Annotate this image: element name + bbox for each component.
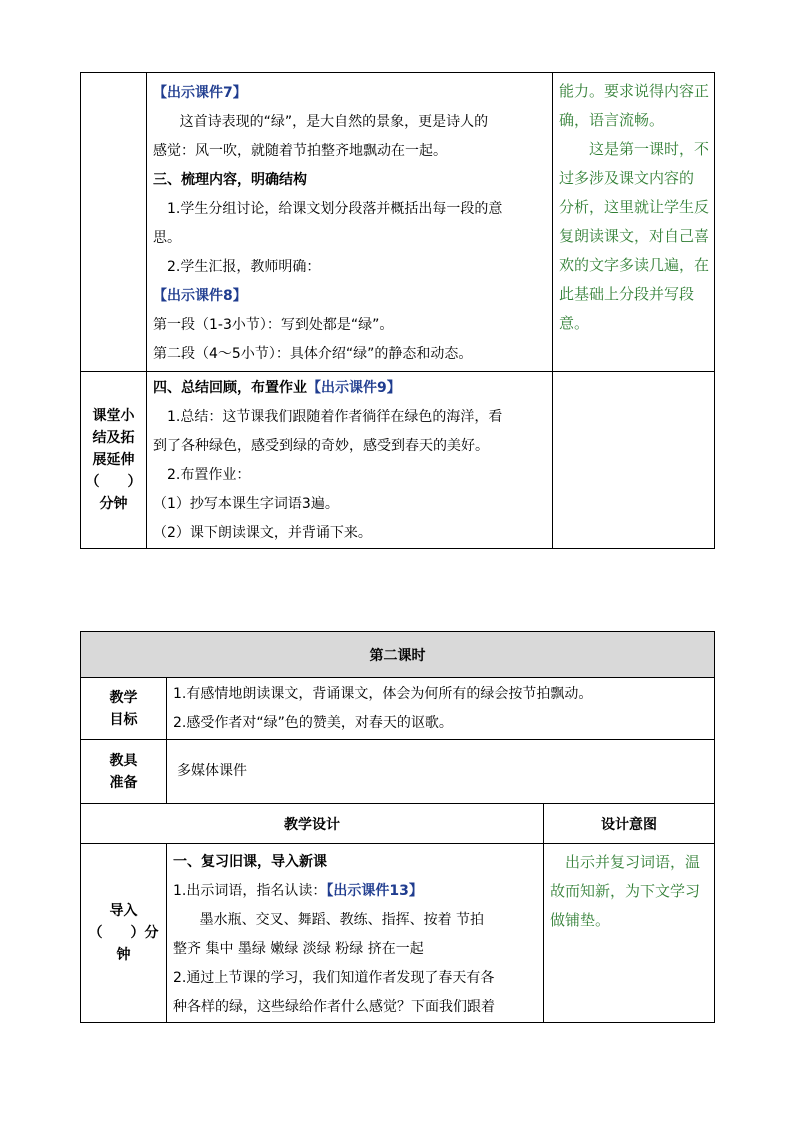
section-heading: 三、梳理内容，明确结构 xyxy=(153,172,307,188)
intro-row xyxy=(81,844,715,1023)
intent-line: 过多涉及课文内容的 xyxy=(559,169,695,187)
intent-line: 欢的文字多读几遍，在 xyxy=(559,256,710,274)
goals-content-cell xyxy=(167,678,715,740)
courseware-tag: 【出示课件13】 xyxy=(326,883,423,899)
label-line: 导入 xyxy=(109,903,138,919)
label-line: 分钟 xyxy=(99,496,128,512)
table1-row-summary xyxy=(81,372,715,549)
section-heading: 四、总结回顾，布置作业 xyxy=(153,380,307,396)
table1-row1-content-cell xyxy=(147,73,553,372)
second-lesson-title: 第二课时 xyxy=(81,632,715,678)
label-line: 准备 xyxy=(109,774,138,791)
label-line: 教学 xyxy=(109,689,138,706)
goal-line: 2.感受作者对“绿”色的赞美，对春天的讴歌。 xyxy=(173,715,453,731)
second-lesson-title-row xyxy=(81,632,715,678)
content-line: 这首诗表现的“绿”，是大自然的景象，更是诗人的 xyxy=(179,114,489,130)
vocab-line: 整齐 集中 墨绿 嫩绿 淡绿 粉绿 挤在一起 xyxy=(173,941,424,957)
design-header: 教学设计 xyxy=(81,804,544,844)
second-lesson-table xyxy=(80,631,715,1023)
intent-line: 这是第一课时，不 xyxy=(559,140,710,158)
label-line: 结及拓 xyxy=(92,430,135,446)
table1-row1-label-cell xyxy=(81,73,147,372)
intro-label-cell xyxy=(81,844,167,1023)
section-heading-line xyxy=(153,374,548,403)
label-line: 目标 xyxy=(109,711,138,728)
content-line: （1）抄写本课生字词语3遍。 xyxy=(153,496,339,512)
intent-line: 此基础上分段并写段 xyxy=(559,285,695,303)
label-line: 展延伸 xyxy=(92,452,135,468)
intent-line: 确，语言流畅。 xyxy=(559,111,665,129)
lesson-table-continued xyxy=(80,72,715,549)
content-line: 思。 xyxy=(153,230,181,246)
content-line xyxy=(173,877,539,906)
tools-label-cell xyxy=(81,740,167,804)
summary-intent-cell xyxy=(553,372,715,549)
intent-line: 分析，这里就让学生反 xyxy=(559,198,710,216)
summary-content-cell xyxy=(147,372,553,549)
content-line: 1.学生分组讨论，给课文划分段落并概括出每一段的意 xyxy=(167,201,503,217)
design-header-row xyxy=(81,804,715,844)
tools-content-cell: 多媒体课件 xyxy=(167,740,715,804)
content-line: 第二段（4～5小节）：具体介绍“绿”的静态和动态。 xyxy=(153,346,473,362)
table1-row-structure xyxy=(81,73,715,372)
label-line: （ ） xyxy=(85,474,142,490)
courseware-tag: 【出示课件8】 xyxy=(153,288,247,304)
intent-header: 设计意图 xyxy=(544,804,715,844)
table1-row1-intent-cell xyxy=(553,73,715,372)
vocab-line: 墨水瓶、交叉、舞蹈、教练、指挥、按着 节拍 xyxy=(199,912,485,928)
intent-line: 意。 xyxy=(559,314,590,332)
tools-row xyxy=(81,740,715,804)
label-line: （ ）分 xyxy=(88,925,159,941)
goals-row xyxy=(81,678,715,740)
intro-content-cell xyxy=(167,844,544,1023)
intent-line: 能力。要求说得内容正 xyxy=(559,82,710,100)
content-line: 2.学生汇报，教师明确： xyxy=(167,259,321,275)
intent-line: 复朗读课文，对自己喜 xyxy=(559,227,710,245)
content-line: 2.通过上节课的学习，我们知道作者发现了春天有各 xyxy=(173,970,495,986)
courseware-tag: 【出示课件9】 xyxy=(307,380,401,396)
intent-line: 故而知新，为下文学习 xyxy=(550,882,701,900)
label-line: 钟 xyxy=(116,947,131,963)
goal-line: 1.有感情地朗读课文，背诵课文，体会为何所有的绿会按节拍飘动。 xyxy=(173,686,593,702)
intent-line: 做铺垫。 xyxy=(550,911,611,929)
content-line: 种各样的绿，这些绿给作者什么感觉？下面我们跟着 xyxy=(173,999,495,1015)
summary-label-cell xyxy=(81,372,147,549)
label-line: 教具 xyxy=(109,752,138,769)
label-line: 课堂小 xyxy=(92,408,135,424)
content-line: 2.布置作业： xyxy=(167,467,251,483)
content-line: 感觉：风一吹，就随着节拍整齐地飘动在一起。 xyxy=(153,143,447,159)
intro-intent-cell xyxy=(544,844,715,1023)
content-line: 到了各种绿色，感受到绿的奇妙，感受到春天的美好。 xyxy=(153,438,489,454)
section-heading: 一、复习旧课，导入新课 xyxy=(173,854,327,870)
content-line: 1.总结：这节课我们跟随着作者徜徉在绿色的海洋，看 xyxy=(167,409,503,425)
intent-line: 出示并复习词语，温 xyxy=(550,853,701,871)
content-text: 1.出示词语，指名认读： xyxy=(173,883,327,899)
content-line: （2）课下朗读课文，并背诵下来。 xyxy=(153,525,372,541)
content-line: 第一段（1-3小节）：写到处都是“绿”。 xyxy=(153,317,394,333)
courseware-tag: 【出示课件7】 xyxy=(153,85,247,101)
goals-label-cell xyxy=(81,678,167,740)
